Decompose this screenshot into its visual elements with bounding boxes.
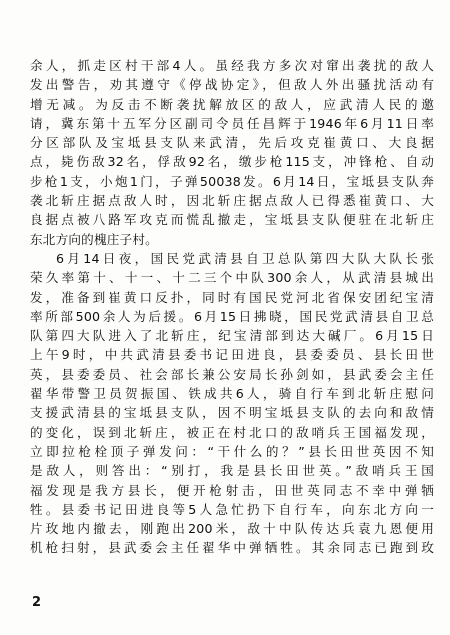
- text-line: 步枪1支，小炮1门，子弹50038发。6月14日，宝坻县支队奔: [30, 173, 434, 189]
- text-line: 发出警告，劝其遵守《停战协定》，但敌人外出骚扰活动有: [30, 77, 434, 93]
- text-line: 6月14日夜，国民党武清县自卫总队第四大队大队长张: [56, 250, 434, 266]
- text-line: 分区部队及宝坻县支队来武清，先后攻克崔黄口、大良据: [30, 135, 434, 151]
- text-line: 增无减。为反击不断袭扰解放区的敌人，应武清人民的邀: [30, 96, 434, 112]
- text-line: 发，准备到崔黄口反扑，同时有国民党河北省保安团纪宝清: [30, 289, 434, 305]
- text-line: 上午9时，中共武清县委书记田进良，县委委员、县长田世: [30, 347, 434, 363]
- text-line: 荣久率第十、十一、十二三个中队300余人，从武清县城出: [30, 270, 434, 286]
- text-line: 良据点被八路军攻克而慌乱撤走，宝坻县支队便驻在北斩庄: [30, 212, 434, 228]
- text-line: 机枪扫射，县武委会主任翟华中弹牺牲。其余同志已跑到玫: [30, 540, 434, 556]
- text-line: 队第四大队进入了北斩庄，纪宝清部到达大碱厂。6月15日: [30, 328, 434, 344]
- text-line: 英，县委委员、社会部长兼公安局长孙剑如，县武委会主任: [30, 366, 434, 382]
- text-line: 立即拉枪栓顶子弹发问：“干什么的？”县长田世英因不知: [30, 443, 434, 459]
- text-line: 支援武清县的宝坻县支队，因不明宝坻县支队的去向和敌情: [30, 405, 434, 421]
- text-line: 袭北斩庄据点敌人时，因北斩庄据点敌人已得悉崔黄口、大: [30, 193, 434, 209]
- text-line: 率所部500余人为后援。6月15日拂晓，国民党武清县自卫总: [30, 308, 434, 324]
- text-line: 请，冀东第十五军分区副司令员任昌辉于1946年6月11日率: [30, 115, 434, 131]
- text-line: 点，毙伤敌32名，俘敌92名，缴步枪115支，冲锋枪、自动: [30, 154, 434, 170]
- text-line: 片玫地内撤去，刚跑出200米，敌十中队传达兵袁九恩便用: [30, 521, 434, 537]
- text-line: 余人，抓走区村干部4人。虽经我方多次对窜出袭扰的敌人: [30, 58, 434, 73]
- body-text: [30, 56, 434, 558]
- text-line: 是敌人，则答出：“别打，我是县长田世英。”敌哨兵王国: [30, 463, 434, 479]
- page-number: 2: [32, 595, 42, 610]
- text-line: 东北方向的槐庄子村。: [30, 231, 158, 247]
- text-line: 牲。县委书记田进良等5人急忙扔下自行车，向东北方向一: [30, 501, 434, 517]
- text-line: 福发现是我方县长，便开枪射击，田世英同志不幸中弹牺: [30, 482, 434, 498]
- text-line: 的变化，误到北斩庄，被正在村北口的敌哨兵王国福发现，: [30, 424, 434, 440]
- text-line: 翟华带警卫员贺振国、铁成共6人，骑自行车到北斩庄慰问: [30, 386, 434, 402]
